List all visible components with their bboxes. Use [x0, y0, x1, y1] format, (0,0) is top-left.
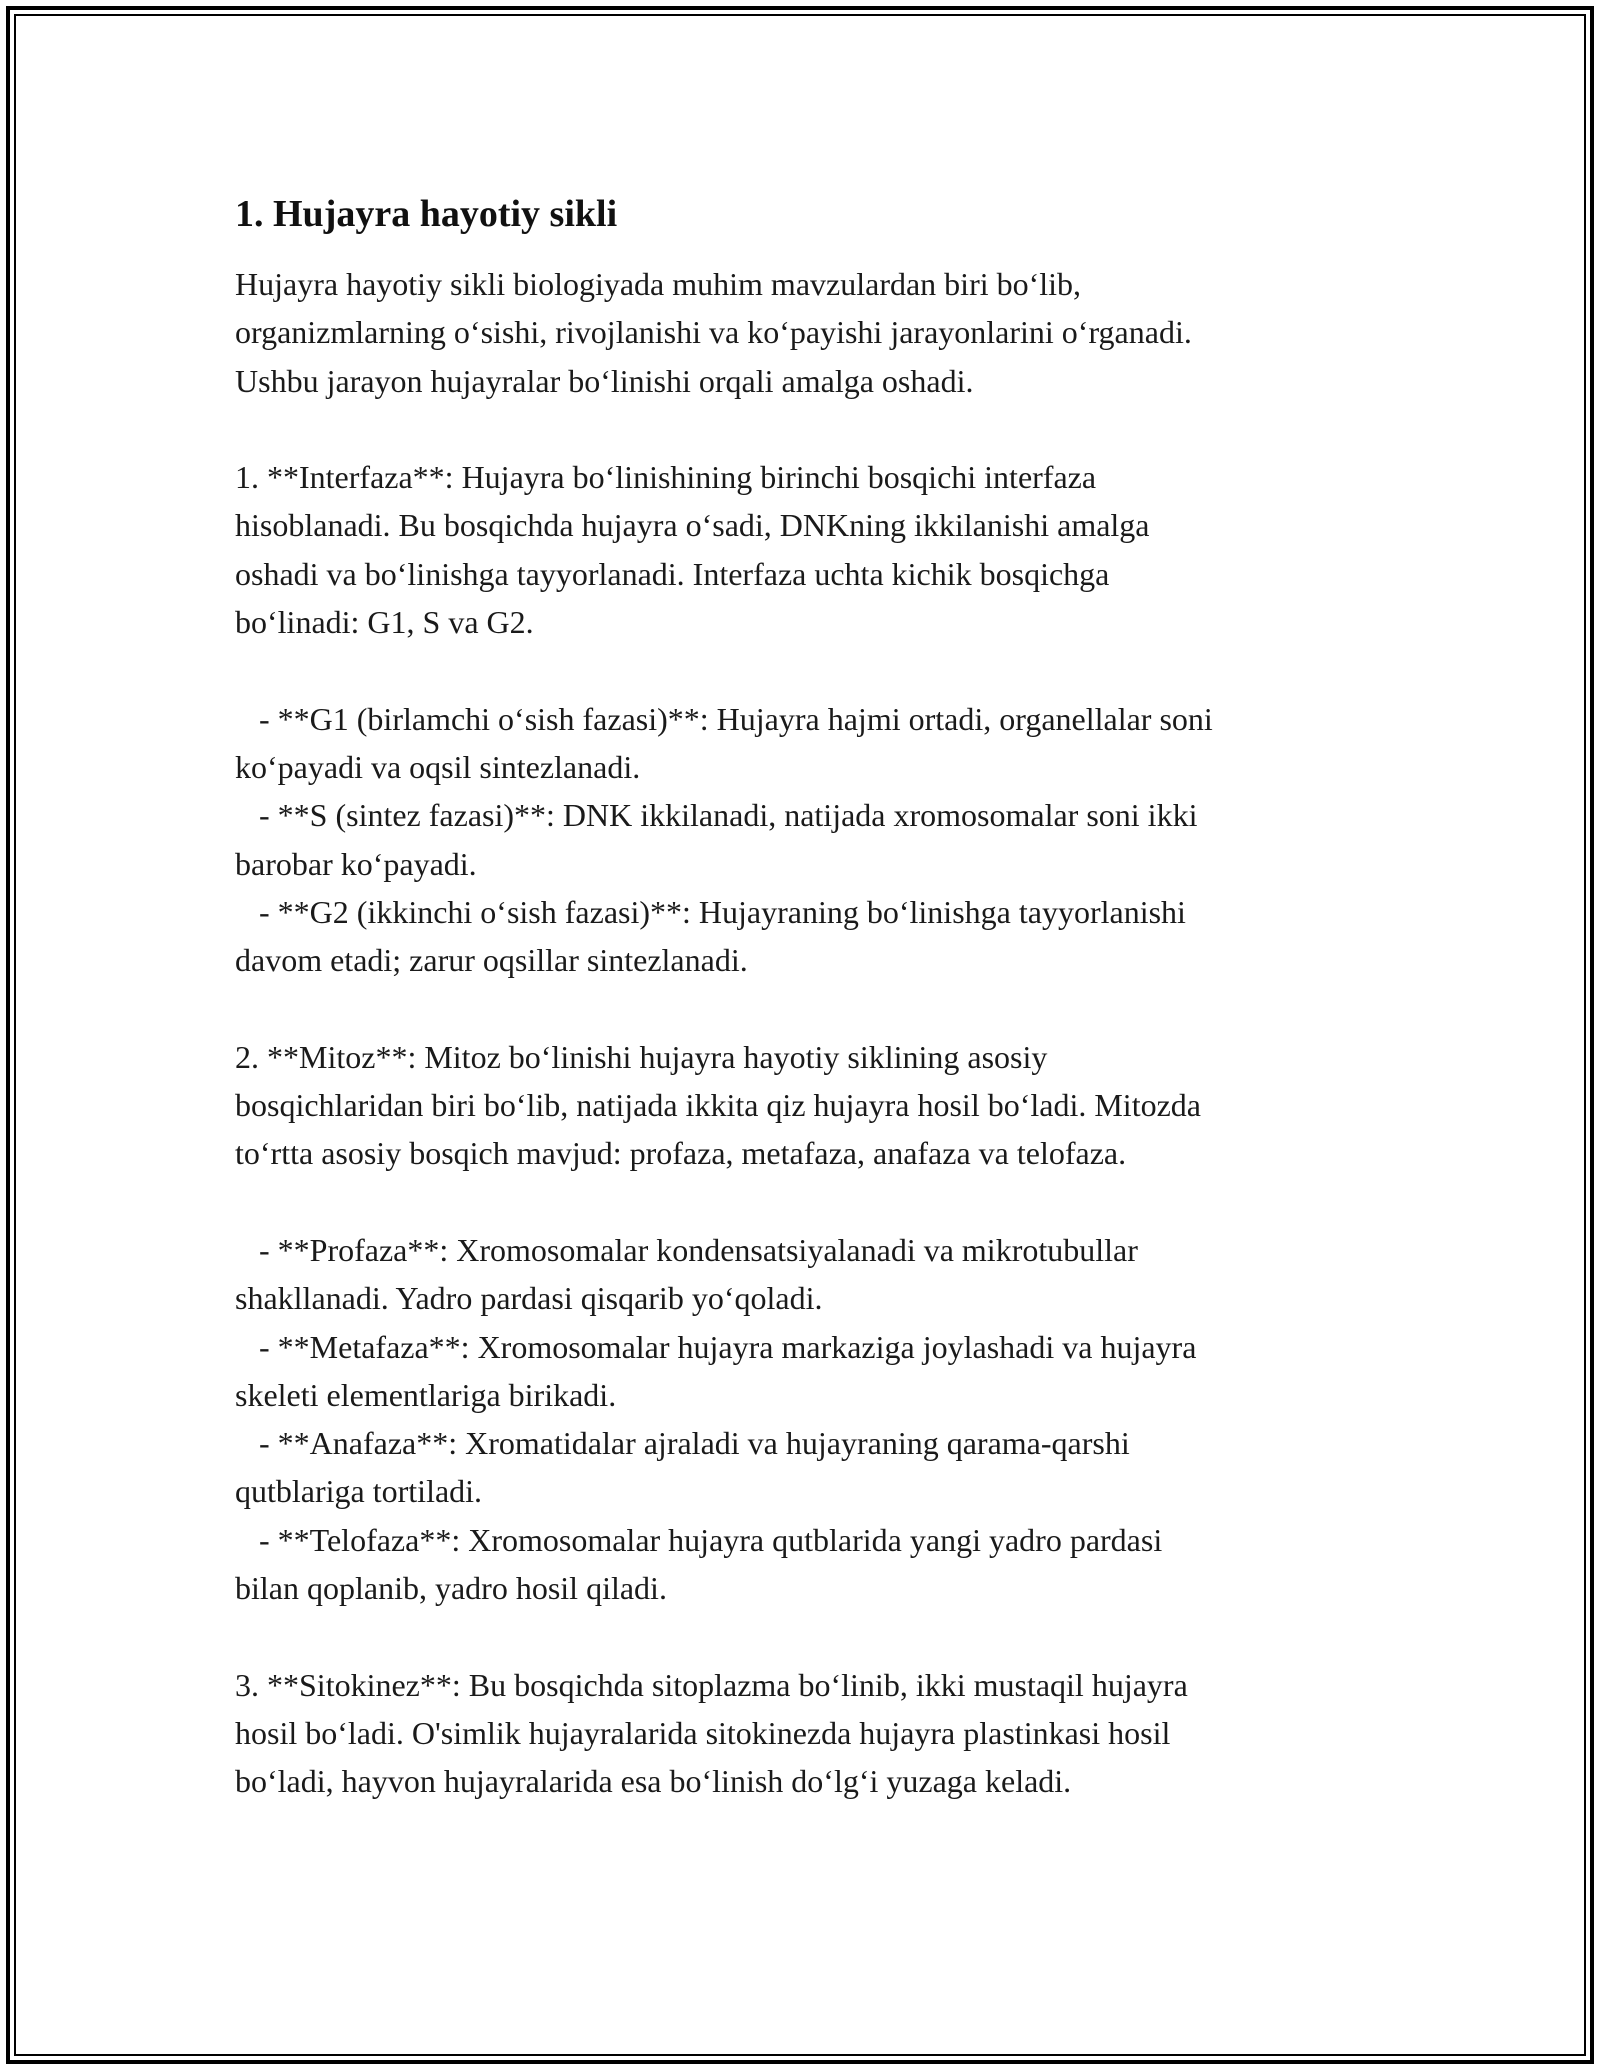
text-line: barobar ko‘payadi. [235, 845, 477, 882]
paragraph-gap [235, 1612, 1375, 1660]
text-line: - **Anafaza**: Xromatidalar ajraladi va hujayraning qarama-qarshi [235, 1425, 1130, 1462]
paragraph-gap [235, 646, 1375, 694]
text-line: bo‘linadi: G1, S va G2. [235, 604, 534, 641]
section-heading: 1. Hujayra hayotiy sikli [235, 193, 618, 235]
text-line: skeleti elementlariga birikadi. [235, 1376, 617, 1413]
text-line: davom etadi; zarur oqsillar sintezlanadi. [235, 942, 748, 979]
text-line: 1. **Interfaza**: Hujayra bo‘linishining birinchi bosqichi interfaza [235, 459, 1097, 496]
paragraph-gap [235, 1178, 1375, 1226]
document-body [235, 186, 1375, 1806]
text-line: oshadi va bo‘linishga tayyorlanadi. Interfaza uchta kichik bosqichga [235, 555, 1110, 592]
text-line: Ushbu jarayon hujayralar bo‘linishi orqali amalga oshadi. [235, 362, 974, 399]
text-line: 3. **Sitokinez**: Bu bosqichda sitoplazma bo‘linib, ikki mustaqil hujayra [235, 1666, 1188, 1703]
paragraph-gap [235, 405, 1375, 453]
text-line: - **G1 (birlamchi o‘sish fazasi)**: Hujayra hajmi ortadi, organellalar soni [235, 700, 1213, 737]
sitokinez-paragraph [235, 1661, 1375, 1806]
text-line: qutblariga tortiladi. [235, 1473, 483, 1510]
text-line: hisoblanadi. Bu bosqichda hujayra o‘sadi, DNKning ikkilanishi amalga [235, 507, 1150, 544]
text-line: hosil bo‘ladi. O'simlik hujayralarida sitokinezda hujayra plastinkasi hosil [235, 1714, 1171, 1751]
text-line: - **G2 (ikkinchi o‘sish fazasi)**: Hujayraning bo‘linishga tayyorlanishi [235, 893, 1186, 930]
text-line: - **S (sintez fazasi)**: DNK ikkilanadi, natijada xromosomalar soni ikki [235, 797, 1198, 834]
text-line: bo‘ladi, hayvon hujayralarida esa bo‘linish do‘lg‘i yuzaga keladi. [235, 1763, 1072, 1800]
interfaza-paragraph [235, 453, 1375, 646]
text-line: - **Metafaza**: Xromosomalar hujayra markaziga joylashadi va hujayra [235, 1328, 1197, 1365]
text-line: bilan qoplanib, yadro hosil qiladi. [235, 1570, 667, 1607]
text-line: shakllanadi. Yadro pardasi qisqarib yo‘qoladi. [235, 1280, 823, 1317]
mitoz-paragraph [235, 1033, 1375, 1178]
text-line: to‘rtta asosiy bosqich mavjud: profaza, metafaza, anafaza va telofaza. [235, 1135, 1127, 1172]
text-line: ko‘payadi va oqsil sintezlanadi. [235, 748, 641, 785]
intro-paragraph [235, 260, 1375, 405]
paragraph-gap [235, 984, 1375, 1032]
text-line: bosqichlaridan biri bo‘lib, natijada ikkita qiz hujayra hosil bo‘ladi. Mitozda [235, 1087, 1201, 1124]
text-line: - **Profaza**: Xromosomalar kondensatsiyalanadi va mikrotubullar [235, 1231, 1138, 1268]
text-line: organizmlarning o‘sishi, rivojlanishi va ko‘payishi jarayonlarini o‘rganadi. [235, 314, 1192, 351]
text-line: - **Telofaza**: Xromosomalar hujayra qutblarida yangi yadro pardasi [235, 1521, 1163, 1558]
text-line: 2. **Mitoz**: Mitoz bo‘linishi hujayra hayotiy siklining asosiy [235, 1038, 1048, 1075]
interfaza-subphases-list [235, 695, 1375, 985]
mitoz-phases-list [235, 1226, 1375, 1612]
text-line: Hujayra hayotiy sikli biologiyada muhim mavzulardan biri bo‘lib, [235, 266, 1082, 302]
